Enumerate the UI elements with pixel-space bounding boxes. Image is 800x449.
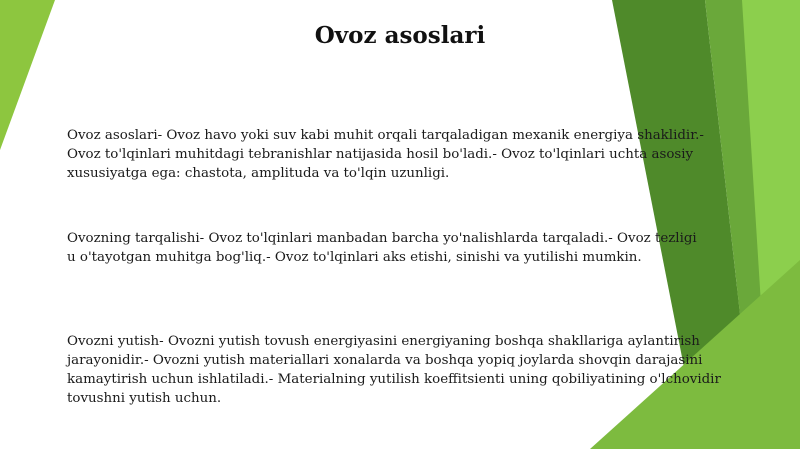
paragraph-propagation	[67, 229, 767, 267]
paragraph-line: u o'tayotgan muhitga bog'liq.- Ovoz to'lqinlari aks etishi, sinishi va yutilishi mumkin.	[67, 250, 642, 265]
paragraph-line: kamaytirish uchun ishlatiladi.- Materialning yutilish koeffitsienti uning qobiliyatining o'lchovidir	[67, 372, 721, 387]
paragraph-line: jarayonidir.- Ovozni yutish materiallari xonalarda va boshqa yopiq joylarda shovqin darajasini	[67, 353, 703, 368]
paragraph-basics	[67, 126, 767, 183]
paragraph-line: Ovoz to'lqinlari muhitdagi tebranishlar natijasida hosil bo'ladi.- Ovoz to'lqinlari uchta asosiy	[67, 147, 694, 162]
slide-title: Ovoz asoslari	[314, 22, 486, 49]
paragraph-line: tovushni yutish uchun.	[67, 391, 222, 406]
paragraph-absorption	[67, 332, 767, 408]
paragraph-line: xususiyatga ega: chastota, amplituda va to'lqin uzunligi.	[67, 166, 450, 181]
paragraph-line: Ovoz asoslari- Ovoz havo yoki suv kabi muhit orqali tarqaladigan mexanik energiya shaklidir.-	[67, 128, 704, 143]
paragraph-line: Ovozning tarqalishi- Ovoz to'lqinlari manbadan barcha yo'nalishlarda tarqaladi.- Ovoz tezligi	[67, 231, 697, 246]
paragraph-line: Ovozni yutish- Ovozni yutish tovush energiyasini energiyaning boshqa shakllariga aylantirish	[67, 334, 700, 349]
